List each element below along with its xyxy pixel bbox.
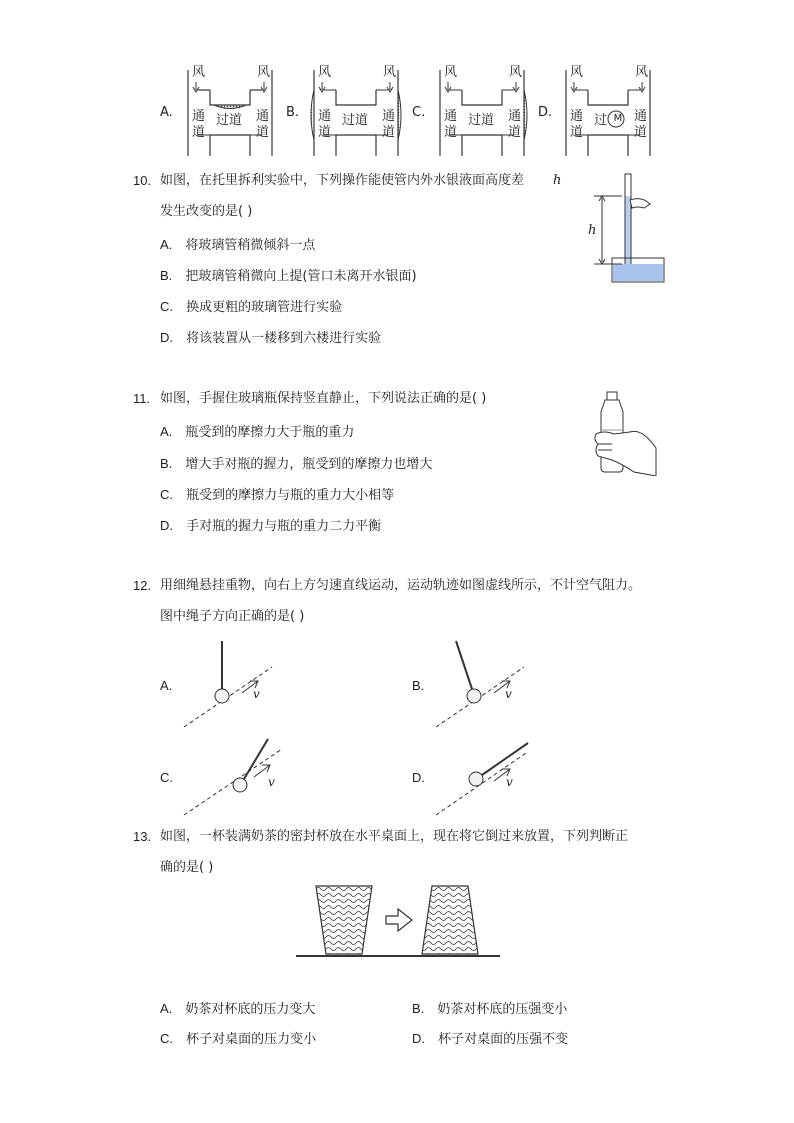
option-text: 将玻璃管稍微倾斜一点 <box>185 238 316 253</box>
wind-label-right: 风 <box>635 65 649 80</box>
channel-label-right: 道 <box>508 125 522 140</box>
option-label: D. <box>160 330 173 345</box>
option-text: 增大手对瓶的握力，瓶受到的摩擦力也增大 <box>185 457 433 472</box>
question-number: 11. <box>133 391 151 406</box>
option-label: D. <box>412 1031 425 1046</box>
option-label: C. <box>160 299 173 314</box>
option-text: 换成更粗的玻璃管进行实验 <box>186 300 343 315</box>
option-c[interactable] <box>160 484 394 505</box>
q9-option-c <box>412 60 532 160</box>
option-label: D. <box>160 518 173 533</box>
question-stem-cont: 图中绳子方向正确的是( ) <box>160 609 305 624</box>
passage-label: 过道 <box>216 113 243 128</box>
question-stem-cont: 确的是( ) <box>160 860 214 875</box>
milk-tea-cup-figure <box>296 880 500 966</box>
option-label[interactable]: D. <box>412 770 425 785</box>
channel-label-left: 通 <box>318 109 332 124</box>
q9-option-b <box>286 60 406 160</box>
channel-label-right: 道 <box>634 125 648 140</box>
hand-bottle-figure <box>590 390 662 476</box>
option-label: D. <box>538 105 553 120</box>
question-stem: 如图，在托里拆利实验中，下列操作能使管内外水银液面高度差 <box>160 173 525 188</box>
option-a[interactable] <box>160 998 315 1019</box>
option-text: 把玻璃管稍微向上提(管口未离开水银面) <box>185 269 417 284</box>
passage-label: 过道 <box>342 113 369 128</box>
variable-h: h <box>553 173 562 188</box>
option-text: 瓶受到的摩擦力大于瓶的重力 <box>185 425 355 440</box>
option-b[interactable] <box>412 998 567 1019</box>
question-13 <box>0 828 794 1058</box>
question-number: 12. <box>133 578 152 593</box>
option-d[interactable] <box>412 1028 568 1049</box>
option-label: B. <box>160 456 173 471</box>
option-label: A. <box>160 105 173 120</box>
option-text: 将该装置从一楼移到六楼进行实验 <box>186 331 382 346</box>
option-label: A. <box>160 1001 173 1016</box>
channel-label-right: 道 <box>256 125 270 140</box>
option-label[interactable]: A. <box>160 678 173 693</box>
question-10 <box>0 170 794 350</box>
passage-label: 过道 <box>468 113 495 128</box>
velocity-label: v <box>268 775 275 789</box>
option-text: 杯子对桌面的压强不变 <box>438 1032 569 1047</box>
option-label: C. <box>160 487 173 502</box>
option-a[interactable] <box>160 421 354 442</box>
question-stem: 如图，一杯装满奶茶的密封杯放在水平桌面上，现在将它倒过来放置，下列判断正 <box>160 829 629 844</box>
channel-label-left: 通 <box>444 109 458 124</box>
motor-label: M <box>613 113 623 124</box>
channel-label-left: 通 <box>192 109 206 124</box>
option-b[interactable] <box>160 453 432 474</box>
option-label[interactable]: B. <box>412 678 425 693</box>
question-stem: 用细绳悬挂重物，向右上方匀速直线运动，运动轨迹如图虚线所示，不计空气阻力。 <box>160 578 642 593</box>
option-label: C. <box>160 1031 173 1046</box>
velocity-label: v <box>253 687 260 701</box>
option-d[interactable] <box>160 515 381 536</box>
option-text: 手对瓶的握力与瓶的重力二力平衡 <box>186 519 382 534</box>
velocity-label: v <box>506 775 513 789</box>
option-label: B. <box>286 105 300 120</box>
channel-label-right: 通 <box>382 109 396 124</box>
variable-h-figure: h <box>588 223 597 238</box>
q9-option-d <box>538 60 658 160</box>
channel-label-left: 道 <box>570 125 584 140</box>
option-text: 杯子对桌面的压力变小 <box>186 1032 317 1047</box>
option-label: B. <box>412 1001 425 1016</box>
option-c[interactable] <box>160 296 342 317</box>
option-label[interactable]: C. <box>160 770 173 785</box>
wind-label-left: 风 <box>318 65 332 80</box>
passage-label: 过 <box>594 113 608 128</box>
question-11 <box>0 390 794 540</box>
option-d[interactable] <box>160 327 381 348</box>
option-label: C. <box>412 105 426 120</box>
wind-label-right: 风 <box>509 65 523 80</box>
option-d-figure[interactable] <box>432 735 532 817</box>
question-stem: 如图，手握住玻璃瓶保持竖直静止，下列说法正确的是( ) <box>160 391 487 406</box>
wind-label-left: 风 <box>192 65 206 80</box>
channel-label-right: 通 <box>508 109 522 124</box>
option-label: A. <box>160 237 173 252</box>
q9-options <box>0 60 794 160</box>
wind-label-left: 风 <box>444 65 458 80</box>
option-a-figure[interactable] <box>180 639 274 731</box>
channel-label-right: 通 <box>634 109 648 124</box>
channel-label-left: 道 <box>444 125 458 140</box>
option-c[interactable] <box>160 1028 316 1049</box>
option-a[interactable] <box>160 234 315 255</box>
question-stem-cont: 发生改变的是( ) <box>160 204 253 219</box>
channel-label-left: 道 <box>318 125 332 140</box>
channel-label-left: 道 <box>192 125 206 140</box>
question-number: 10. <box>133 173 152 188</box>
wind-label-right: 风 <box>383 65 397 80</box>
option-label: A. <box>160 424 173 439</box>
wind-label-left: 风 <box>570 65 584 80</box>
option-label: B. <box>160 268 173 283</box>
question-number: 13. <box>133 829 152 844</box>
q9-option-a <box>160 60 280 160</box>
option-text: 瓶受到的摩擦力与瓶的重力大小相等 <box>186 488 395 503</box>
option-text: 奶茶对杯底的压强变小 <box>437 1002 568 1017</box>
channel-label-left: 通 <box>570 109 584 124</box>
question-12 <box>0 577 794 817</box>
channel-label-right: 通 <box>256 109 270 124</box>
option-b-figure[interactable] <box>432 639 526 731</box>
channel-label-right: 道 <box>382 125 396 140</box>
option-text: 奶茶对杯底的压力变大 <box>185 1002 316 1017</box>
option-b[interactable] <box>160 265 417 286</box>
velocity-label: v <box>505 687 512 701</box>
wind-label-right: 风 <box>257 65 271 80</box>
